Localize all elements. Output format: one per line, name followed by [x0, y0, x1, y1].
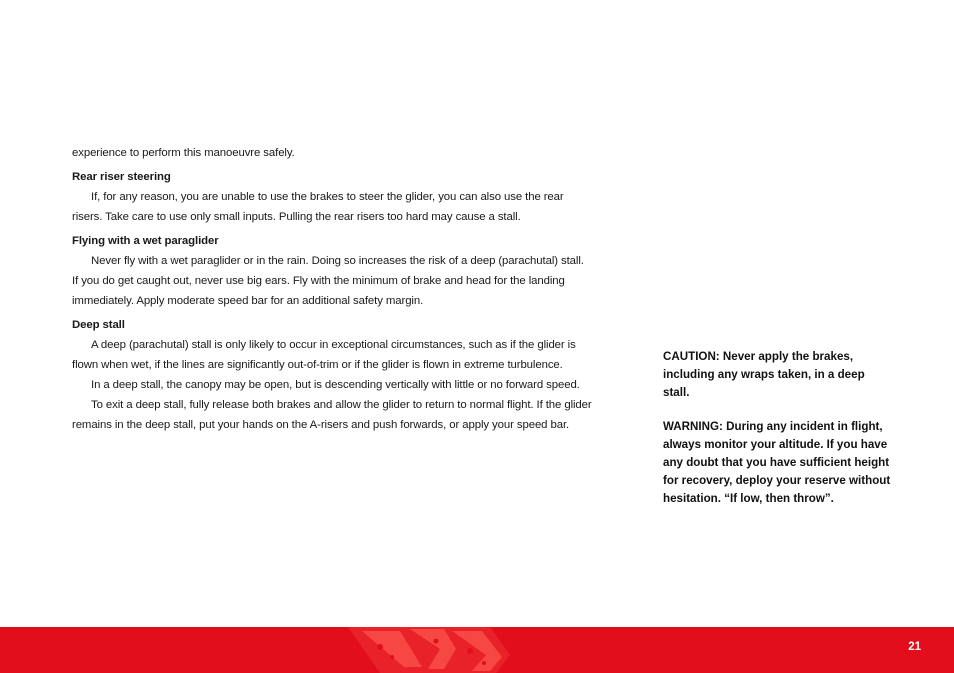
page-number: 21	[908, 641, 921, 653]
sidebar-notes	[663, 348, 893, 524]
footer-bar	[0, 627, 954, 673]
brand-logo-icon	[340, 627, 520, 673]
heading-wet-paraglider: Flying with a wet paraglider	[72, 235, 219, 247]
intro-continued-text: experience to perform this manoeuvre safely.	[72, 147, 295, 159]
warning-note: WARNING: During any incident in flight, always monitor your altitude. If you have any doubt that you have sufficient height for recovery, deploy your reserve without hesitation. “If low, then throw”.	[663, 420, 891, 505]
heading-rear-riser-steering: Rear riser steering	[72, 171, 171, 183]
paragraph-rear-riser-steering: If, for any reason, you are unable to use the brakes to steer the glider, you can also use the rear risers. Take care to use only small inputs. Pulling the rear risers too hard may cause a stall.	[72, 191, 564, 223]
paragraph-deep-stall-3: To exit a deep stall, fully release both brakes and allow the glider to return to normal flight. If the glider remains in the deep stall, put your hands on the A-risers and push forwards, or apply your speed bar.	[72, 399, 592, 431]
caution-note: CAUTION: Never apply the brakes, including any wraps taken, in a deep stall.	[663, 350, 865, 399]
heading-deep-stall: Deep stall	[72, 319, 125, 331]
paragraph-deep-stall-2: In a deep stall, the canopy may be open, but is descending vertically with little or no forward speed.	[91, 379, 580, 391]
main-text-column	[72, 143, 592, 435]
paragraph-wet-paraglider: Never fly with a wet paraglider or in the rain. Doing so increases the risk of a deep (parachutal) stall. If you do get caught out, never use big ears. Fly with the minimum of brake and head for the landing immediately. Apply moderate speed bar for an additional safety margin.	[72, 255, 584, 307]
paragraph-deep-stall-1: A deep (parachutal) stall is only likely to occur in exceptional circumstances, such as if the glider is flown when wet, if the lines are significantly out-of-trim or if the glider is flown in extreme turbulence.	[72, 339, 576, 371]
